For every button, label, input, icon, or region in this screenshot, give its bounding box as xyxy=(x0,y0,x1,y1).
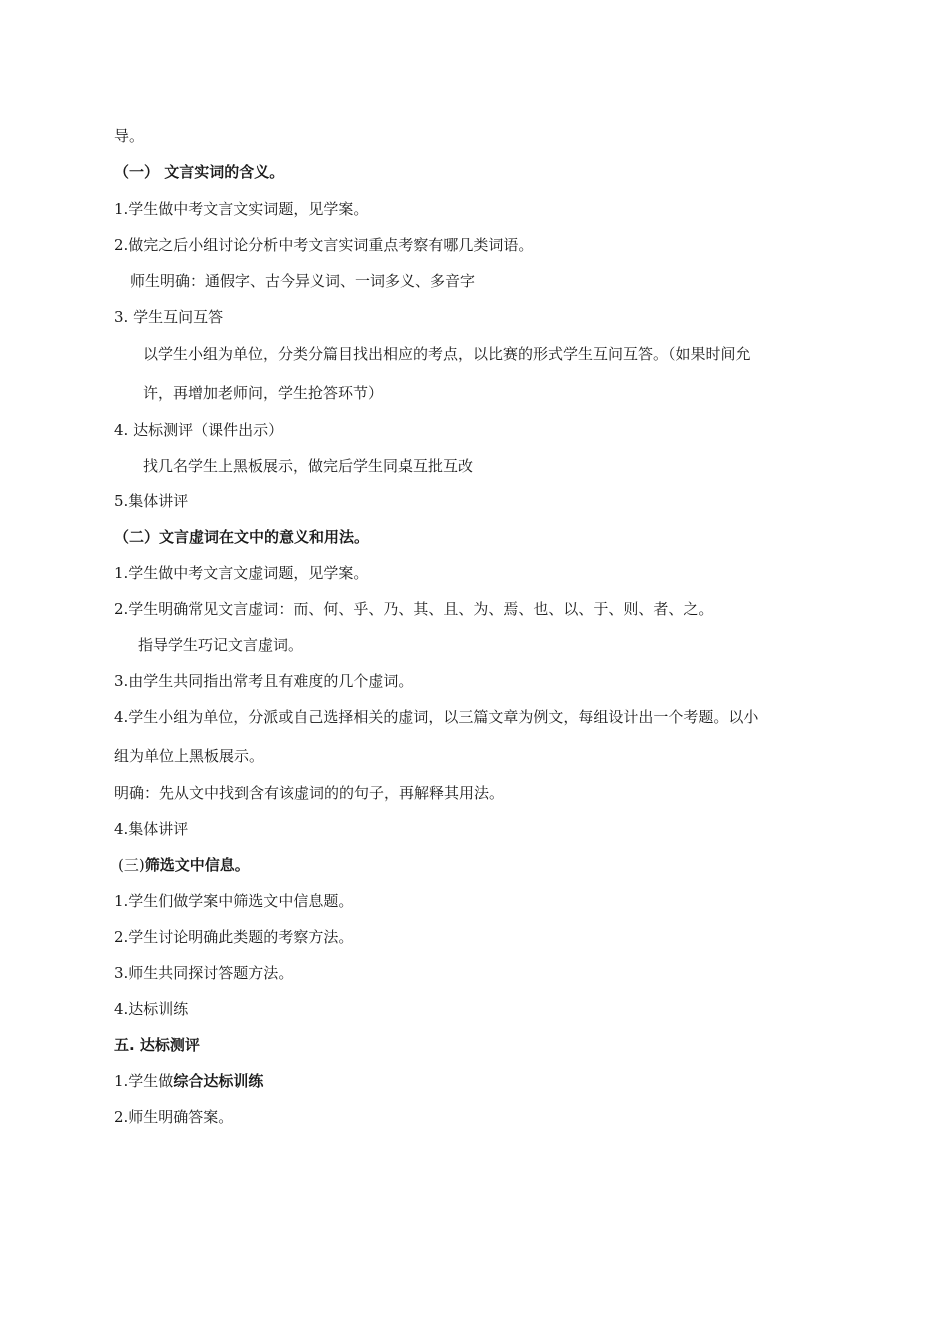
text-line: 4.学生小组为单位，分派或自己选择相关的虚词，以三篇文章为例文，每组设计出一个考题。以小 xyxy=(114,708,759,726)
text-line: 师生明确：通假字、古今异义词、一词多义、多音字 xyxy=(130,272,476,290)
text-line: 组为单位上黑板展示。 xyxy=(114,747,265,765)
heading-prefix: (三) xyxy=(118,856,145,874)
text-line: 导。 xyxy=(114,127,145,145)
text-line: 2.学生讨论明确此类题的考察方法。 xyxy=(114,928,354,946)
text-line: 1.学生做中考文言文实词题，见学案。 xyxy=(114,200,369,218)
text-line: 以学生小组为单位，分类分篇目找出相应的考点，以比赛的形式学生互问互答。（如果时间允 xyxy=(143,345,751,363)
text-line: 1.学生做中考文言文虚词题，见学案。 xyxy=(114,564,369,582)
text-line: 2.做完之后小组讨论分析中考文言实词重点考察有哪几类词语。 xyxy=(114,236,534,254)
text-line: 3. 学生互问互答 xyxy=(114,308,224,326)
text-line: 许，再增加老师问，学生抢答环节） xyxy=(143,384,384,402)
line-prefix: 1.学生做 xyxy=(114,1072,174,1090)
section-heading-2: （二）文言虚词在文中的意义和用法。 xyxy=(114,528,370,546)
text-line: 3.师生共同探讨答题方法。 xyxy=(114,964,294,982)
text-line xyxy=(114,1071,263,1091)
section-heading-3 xyxy=(118,855,250,875)
text-line: 5.集体讲评 xyxy=(114,492,189,510)
text-line: 4. 达标测评（课件出示） xyxy=(114,421,284,439)
text-line: 找几名学生上黑板展示，做完后学生同桌互批互改 xyxy=(143,457,474,475)
text-line: 2.师生明确答案。 xyxy=(114,1108,234,1126)
section-heading-4: 五. 达标测评 xyxy=(114,1036,200,1054)
text-line: 4.集体讲评 xyxy=(114,820,189,838)
text-line: 2.学生明确常见文言虚词：而、何、乎、乃、其、且、为、焉、也、以、于、则、者、之。 xyxy=(114,600,714,618)
section-heading-1: （一） 文言实词的含义。 xyxy=(114,163,285,181)
text-line: 明确：先从文中找到含有该虚词的的句子，再解释其用法。 xyxy=(114,784,505,802)
line-bold-text: 综合达标训练 xyxy=(173,1072,264,1090)
text-line: 3.由学生共同指出常考且有难度的几个虚词。 xyxy=(114,672,414,690)
text-line: 1.学生们做学案中筛选文中信息题。 xyxy=(114,892,354,910)
heading-bold-text: 筛选文中信息。 xyxy=(144,856,250,874)
text-line: 4.达标训练 xyxy=(114,1000,189,1018)
text-line: 指导学生巧记文言虚词。 xyxy=(138,636,304,654)
